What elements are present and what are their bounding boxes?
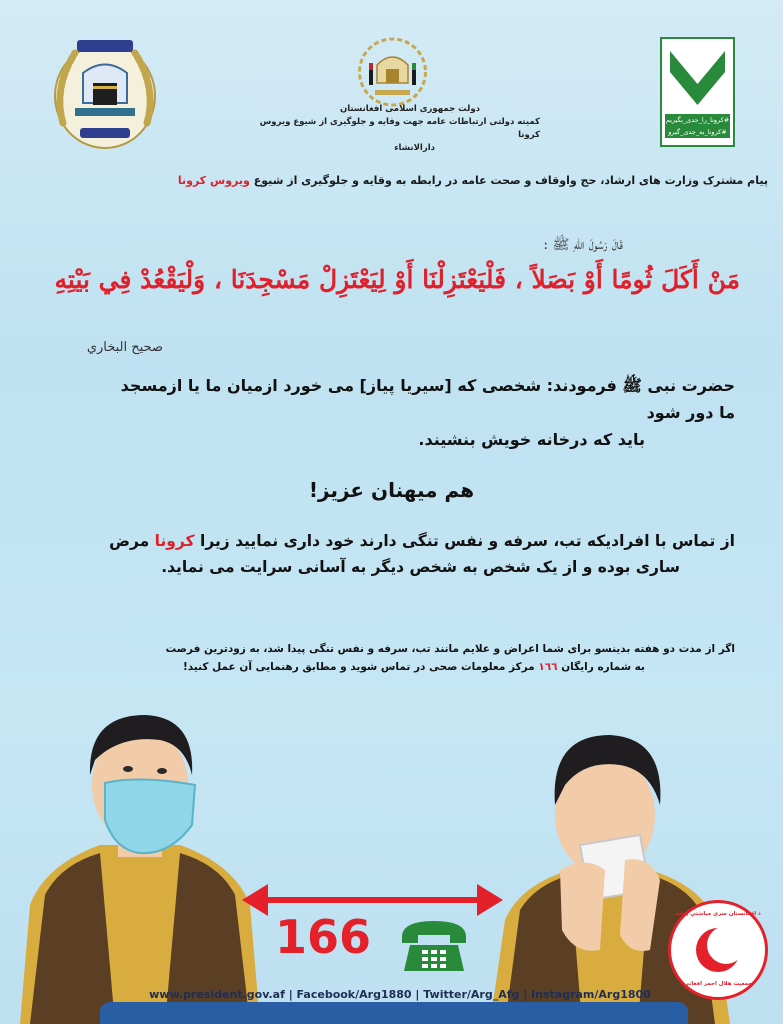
- translation-line-1: حضرت نبی ﷺ فرمودند: شخصی که [سیریا پیاز] می خورد ازمیان ما یا ازمسجد ما دور شود: [120, 376, 735, 422]
- warning-text-1: از تماس با افرادیکه تب، سرفه و نفس تنگی دارند خود داری نمایید زیرا: [200, 532, 735, 550]
- advice-line-2: [100, 658, 735, 676]
- footer-links[interactable]: www.president.gov.af | Facebook/Arg1880 | Twitter/Arg_Afg | Instagram/Arg1800: [149, 988, 651, 1001]
- red-crescent-text-bottom: جمعیت هلال احمر افغانی: [683, 981, 753, 987]
- ministry-emblem-logo: [45, 28, 165, 153]
- hotline-number: 166: [275, 910, 372, 964]
- warning-line-1: [75, 528, 735, 554]
- hadith-text: مَنْ أَكَلَ ثُومًا أَوْ بَصَلاً ، فَلْيَعْتَزِلْنَا أَوْ لِيَعْتَزِلْ مَسْجِدَنَا ، وَلْيَقْعُدْ فِي بَيْتِهِ: [54, 265, 740, 294]
- telephone-icon: [398, 915, 470, 975]
- translation-line-2: باید که درخانه خویش بنشیند.: [418, 430, 645, 449]
- joint-message-highlight: ویروس کرونا: [177, 174, 250, 187]
- joint-message-text: پیام مشترک وزارت های ارشاد، حج واوقاف و صحت عامه در رابطه به وقایه و جلوگیری از شیوع: [253, 174, 768, 187]
- warning-line-2: ساری بوده و از یک شخص به شخص دیگر به آسانی سرایت می نماید.: [161, 558, 680, 576]
- warning-paragraph: [75, 528, 735, 580]
- warning-highlight: کرونا: [154, 532, 195, 550]
- quote-intro: قَالَ رَسُولَ اللهِ ﷺ :: [543, 237, 623, 253]
- advice-text-a: به شماره رایگان: [561, 661, 645, 673]
- national-emblem-logo: [355, 35, 430, 107]
- hashtag-line-1: #کرونا_را_جدی_بگیریم: [665, 116, 730, 124]
- hadith-translation: [120, 372, 735, 453]
- advice-paragraph: [100, 640, 735, 676]
- page-heading: هم میهنان عزیز!: [308, 478, 475, 502]
- warning-text-2: مرض: [109, 532, 150, 550]
- hadith-source: صحيح البخاري: [86, 340, 163, 355]
- gov-line-3: دارالانشاء: [394, 143, 435, 153]
- advice-hotline-number: ١٦٦: [538, 661, 558, 673]
- advice-line-1: اگر از مدت دو هفته بدینسو برای شما اعراض و علایم مانند تب، سرفه و نفس تنگی پیدا شد، به زودترین فرصت: [165, 643, 735, 655]
- advice-text-b: مرکز معلومات صحی در تماس شوید و مطابق رهنمایی آن عمل کنید!: [182, 661, 535, 673]
- joint-message: [140, 174, 768, 187]
- chevron-down-icon: [662, 39, 733, 114]
- footer-bar: [100, 1002, 688, 1024]
- red-crescent-logo: [668, 900, 768, 1000]
- masked-man-illustration: [20, 705, 260, 1024]
- red-crescent-text-top: د افغانستان سري مياشتې ټولنه: [675, 911, 761, 917]
- hashtag-line-2: #کرونا_به_جدی_گیرو: [665, 126, 730, 138]
- take-corona-seriously-logo: [660, 37, 735, 147]
- gov-line-1: دولت جمهوری اسلامی افغانستان: [340, 104, 480, 114]
- government-header: [250, 103, 540, 155]
- gov-line-2: کمیته دولتی ارتباطات عامه جهت وقایه و جلوگیری از شیوع ویروس کرونا: [259, 117, 540, 140]
